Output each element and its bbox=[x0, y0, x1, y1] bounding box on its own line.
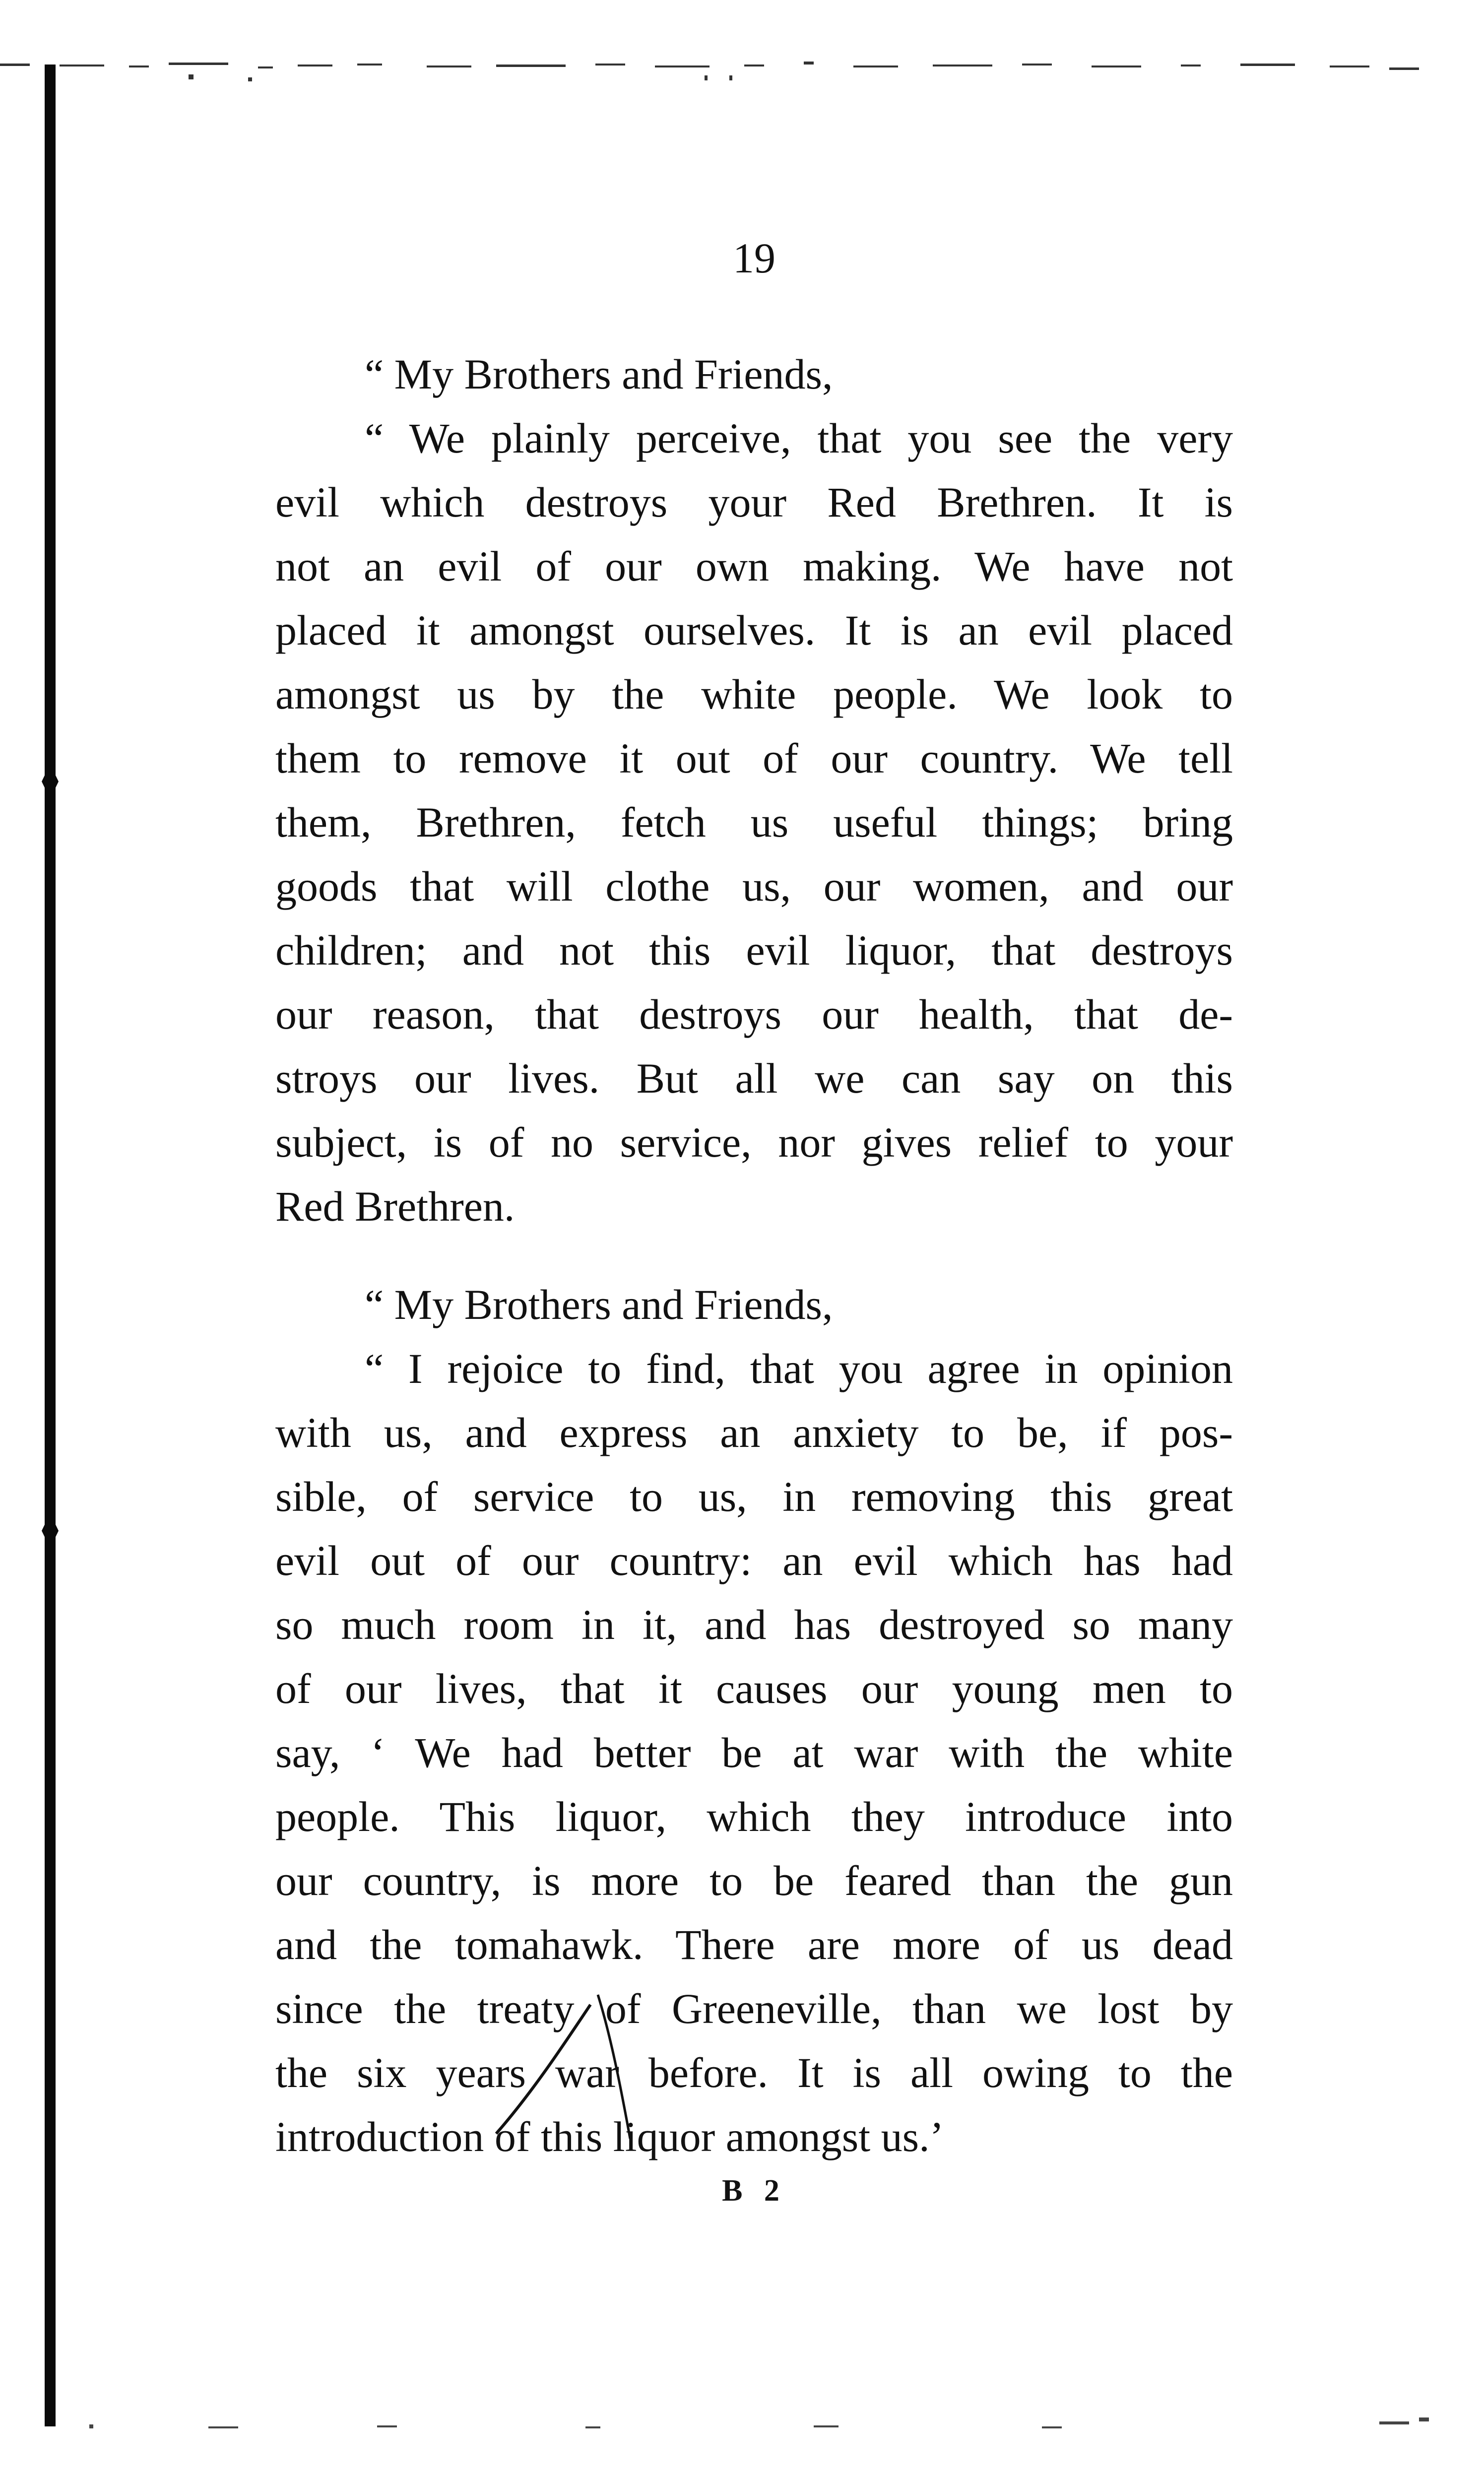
signature-mark: B 2 bbox=[722, 2174, 786, 2208]
text-line: children; and not this evil liquor, that destroys bbox=[275, 926, 1233, 974]
text-line: subject, is of no service, nor gives relief to your bbox=[275, 1118, 1233, 1166]
text-line: them to remove it out of our country. We tell bbox=[275, 734, 1233, 782]
text-line: “ We plainly perceive, that you see the very bbox=[365, 414, 1233, 462]
text-line: evil out of our country: an evil which has had bbox=[275, 1537, 1233, 1584]
text-line: sible, of service to us, in removing this great bbox=[275, 1473, 1233, 1520]
binding-edge-bar bbox=[45, 65, 56, 2426]
text-line: introduction of this liquor amongst us.’ bbox=[275, 2113, 944, 2160]
text-line: amongst us by the white people. We look to bbox=[275, 670, 1233, 718]
text-line: evil which destroys your Red Brethren. It is bbox=[275, 478, 1233, 526]
text-line: people. This liquor, which they introduce into bbox=[275, 1793, 1233, 1840]
salutation: “ My Brothers and Friends, bbox=[365, 350, 833, 398]
text-line: with us, and express an anxiety to be, if pos- bbox=[275, 1409, 1233, 1456]
text-line: say, ‘ We had better be at war with the white bbox=[275, 1729, 1233, 1776]
handwritten-pen-mark bbox=[486, 1975, 645, 2144]
text-line: so much room in it, and has destroyed so many bbox=[275, 1601, 1233, 1648]
text-line: them, Brethren, fetch us useful things; bring bbox=[275, 798, 1233, 846]
text-line: goods that will clothe us, our women, and our bbox=[275, 862, 1233, 910]
text-line: of our lives, that it causes our young men to bbox=[275, 1665, 1233, 1712]
text-line: our reason, that destroys our health, that de- bbox=[275, 990, 1233, 1038]
bottom-edge-speckle bbox=[0, 2412, 1484, 2441]
top-edge-speckle bbox=[0, 55, 1484, 84]
speech-paragraph-1 bbox=[275, 342, 1233, 1239]
salutation: “ My Brothers and Friends, bbox=[365, 1281, 833, 1328]
text-line: placed it amongst ourselves. It is an evil placed bbox=[275, 606, 1233, 654]
text-line: Red Brethren. bbox=[275, 1182, 515, 1230]
text-line: not an evil of our own making. We have not bbox=[275, 542, 1233, 590]
text-line: the six years war before. It is all owing to the bbox=[275, 2049, 1233, 2096]
text-line: stroys our lives. But all we can say on this bbox=[275, 1054, 1233, 1102]
text-line: since the treaty of Greeneville, than we lost by bbox=[275, 1985, 1233, 2032]
page-number: 19 bbox=[733, 234, 775, 282]
speech-paragraph-2 bbox=[275, 1273, 1233, 2169]
text-line: “ I rejoice to find, that you agree in opinion bbox=[365, 1345, 1233, 1392]
text-line: and the tomahawk. There are more of us dead bbox=[275, 1921, 1233, 1968]
text-line: our country, is more to be feared than the gun bbox=[275, 1857, 1233, 1904]
